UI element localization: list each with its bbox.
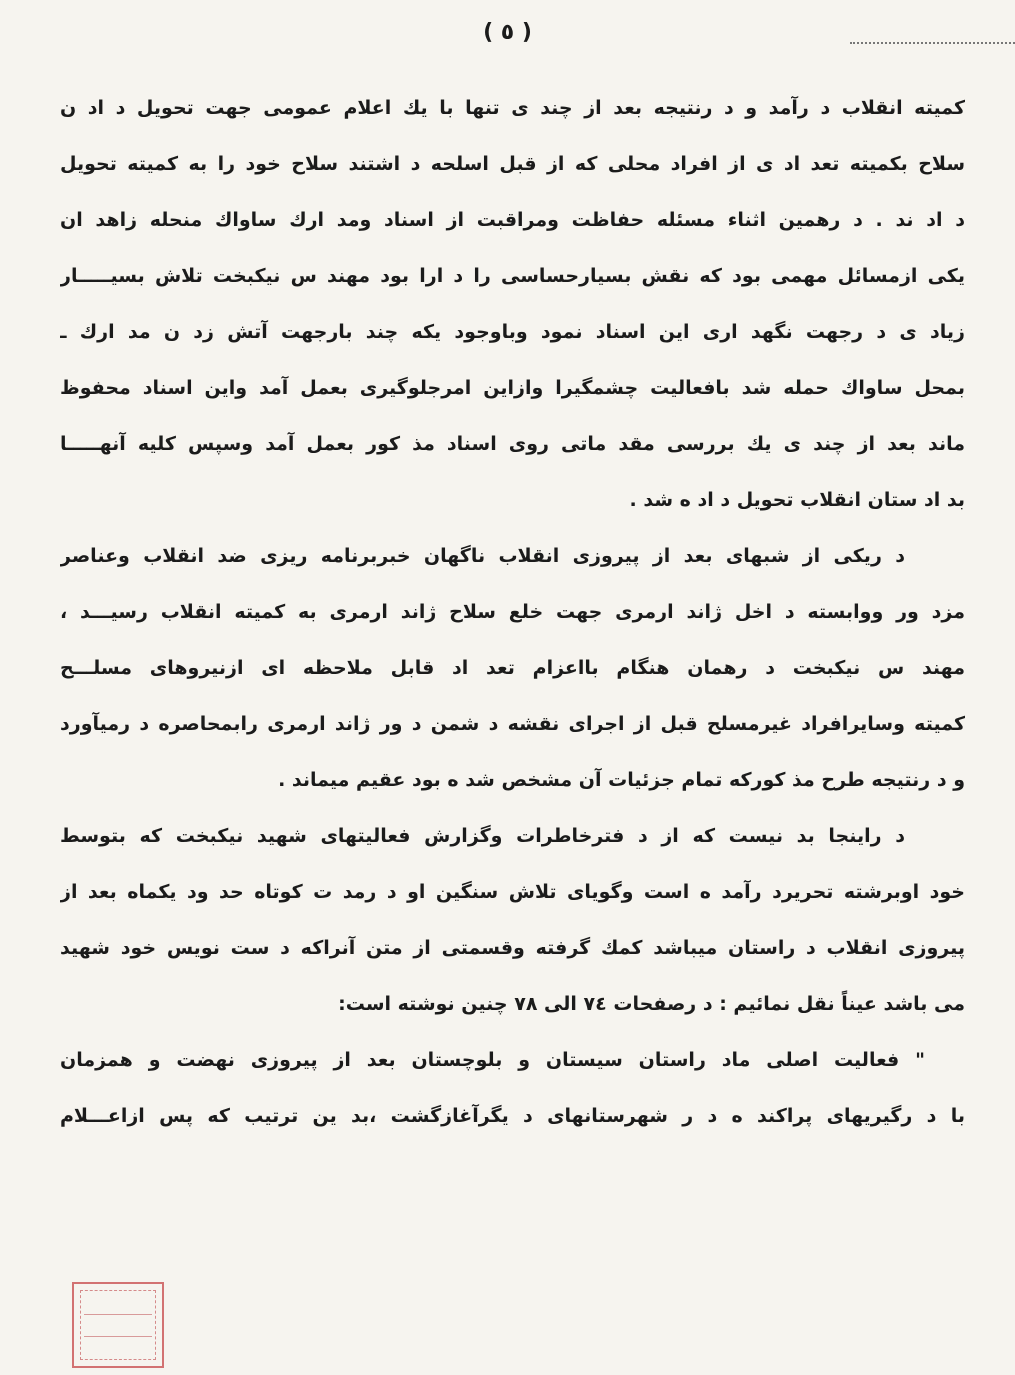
text-line: د ریکی از شبهای بعد از پیروزی انقلاب ناگهان خبربرنامه ریزی ضد انقلاب وعناصر <box>60 545 905 567</box>
stamp-inner-border <box>80 1290 156 1360</box>
text-line: ماند بعد از چند ی یك بررسی مقد ماتی روی اسناد مذ کور بعمل آمد وسپس کلیه آنهـــــا <box>60 433 965 455</box>
text-line: کمیته انقلاب د رآمد و د رنتیجه بعد از چند ی تنها با یك اعلام عمومی جهت تحویل د اد ن <box>60 97 965 119</box>
text-line: با د رگیریهای پراکند ه د ر شهرستانهای د یگرآغازگشت ،بد ین ترتیب که پس ازاعـــلام <box>60 1105 965 1127</box>
page-number: ( ٥ ) <box>483 20 532 45</box>
header-dotted-rule <box>850 42 1015 44</box>
text-line: بد اد ستان انقلاب تحویل د اد ه شد . <box>629 489 965 511</box>
document-body <box>60 80 965 1144</box>
text-line: مزد ور ووابسته د اخل ژاند ارمری جهت خلع سلاح ژاند ارمری به کمیته انقلاب رسیـــد ، <box>60 601 965 623</box>
stamp-mark <box>84 1336 152 1337</box>
text-line: بمحل ساواك حمله شد بافعالیت چشمگیرا وازاین امرجلوگیری بعمل آمد واین اسناد محفوظ <box>60 377 965 399</box>
text-line: د راینجا بد نیست که از د فترخاطرات وگزارش فعالیتهای شهید نیکبخت که بتوسط <box>60 825 905 847</box>
text-line: می باشد عیناً نقل نمائیم : د رصفحات ٧٤ الی ٧٨ چنین نوشته است: <box>338 993 965 1015</box>
text-line: پیروزی انقلاب د راستان میباشد کمك گرفته وقسمتی از متن آنراکه د ست نویس خود شهید <box>60 937 965 959</box>
text-line: و د رنتیجه طرح مذ کورکه تمام جزئیات آن مشخص شد ه بود عقیم میماند . <box>278 769 965 791</box>
text-line: یکی ازمسائل مهمی بود که نقش بسیارحساسی را د ارا بود مهند س نیکبخت تلاش بسیـــــار <box>60 265 965 287</box>
text-line: خود اوبرشته تحریرد رآمد ه است وگویای تلاش سنگین او د رمد ت کوتاه حد ود یکماه بعد از <box>60 881 965 903</box>
archive-stamp <box>72 1282 164 1368</box>
text-line: " فعالیت اصلی ماد راستان سیستان و بلوچستان بعد از پیروزی نهضت و همزمان <box>60 1049 925 1071</box>
text-line: کمیته وسایرافراد غیرمسلح قبل از اجرای نقشه د شمن د ور ژاند ارمری رابمحاصره د رمیآورد <box>60 713 965 735</box>
text-line: مهند س نیکبخت د رهمان هنگام بااعزام تعد اد قابل ملاحظه ای ازنیروهای مسلـــح <box>60 657 965 679</box>
text-line: سلاح بکمیته تعد اد ی از افراد محلی که از قبل اسلحه د اشتند سلاح خود را به کمیته تحویل <box>60 153 965 175</box>
stamp-mark <box>84 1314 152 1315</box>
text-line: زیاد ی د رجهت نگهد اری این اسناد نمود وباوجود یکه چند بارجهت آتش زد ن مد ارك ـ <box>60 321 965 343</box>
text-line: د اد ند . د رهمین اثناء مسئله حفاظت ومراقبت از اسناد ومد ارك ساواك منحله زاهد ان <box>60 209 965 231</box>
